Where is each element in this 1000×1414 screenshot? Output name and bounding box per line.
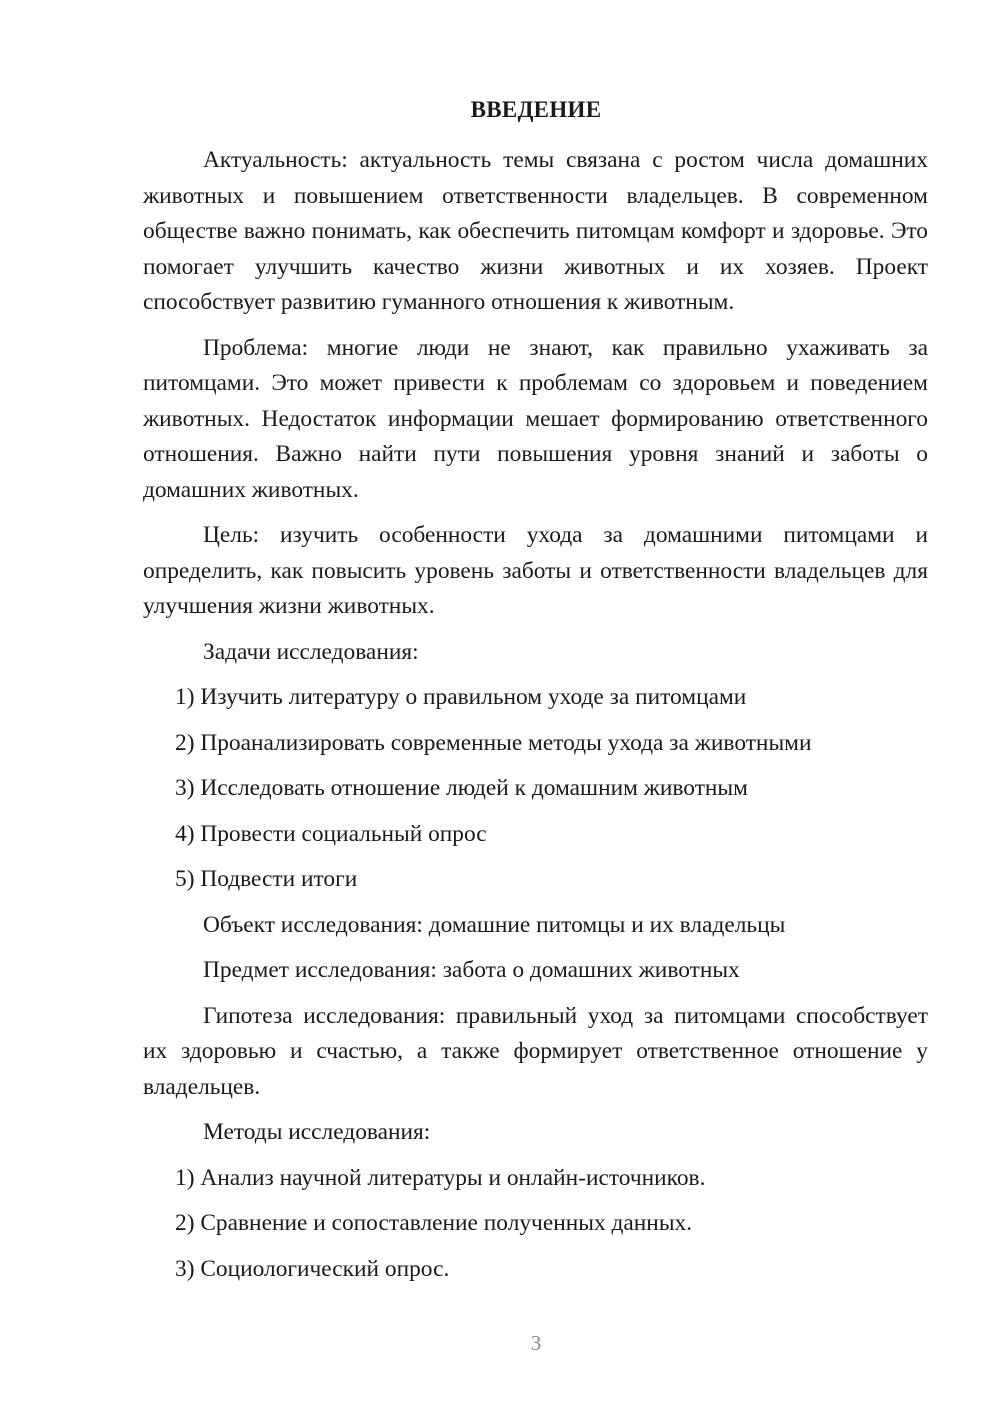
list-item: 1) Анализ научной литературы и онлайн-источников. (175, 1164, 706, 1191)
tasks-heading: Задачи исследования: (203, 638, 419, 665)
tasks-list (143, 680, 928, 898)
list-item: 2) Сравнение и сопоставление полученных данных. (175, 1210, 693, 1236)
research-object: Объект исследования: домашние питомцы и их владельцы (203, 911, 786, 938)
document-body (143, 143, 928, 1287)
methods-heading: Методы исследования: (203, 1119, 431, 1145)
list-item: 3) Исследовать отношение людей к домашним животным (175, 775, 748, 801)
research-subject: Предмет исследования: забота о домашних животных (203, 957, 740, 983)
list-item: 3) Социологический опрос. (175, 1255, 450, 1282)
list-item: 5) Подвести итоги (175, 866, 358, 892)
list-item: 2) Проанализировать современные методы ухода за животными (175, 729, 812, 756)
problem-paragraph: Проблема: многие люди не знают, как правильно ухаживать за питомцами. Это может привести к проблемам со здоровьем и поведением животных. Недостаток информации мешает формированию ответственного отношения. Важно найти пути повышения уровня знаний и заботы о домашних животных. (143, 334, 928, 503)
hypothesis-paragraph: Гипотеза исследования: правильный уход за питомцами способствует их здоровью и счастью, а также формирует ответственное отношение у владельцев. (143, 1002, 928, 1100)
list-item: 4) Провести социальный опрос (175, 820, 487, 847)
page-title: ВВЕДЕНИЕ (470, 97, 602, 122)
relevance-paragraph: Актуальность: актуальность темы связана с ростом числа домашних животных и повышением ответственности владельцев. В современном обществе важно понимать, как обеспечить питомцам комфорт и здоровье. Это помогает улучшить качество жизни животных и их хозяев. Проект способствует развитию гуманного отношения к животным. (143, 147, 928, 315)
list-item: 1) Изучить литературу о правильном уходе за питомцами (175, 684, 747, 710)
goal-paragraph: Цель: изучить особенности ухода за домашними питомцами и определить, как повысить уровень заботы и ответственности владельцев для улучшения жизни животных. (143, 522, 928, 619)
page-number: 3 (530, 1331, 542, 1355)
methods-list (143, 1161, 928, 1288)
